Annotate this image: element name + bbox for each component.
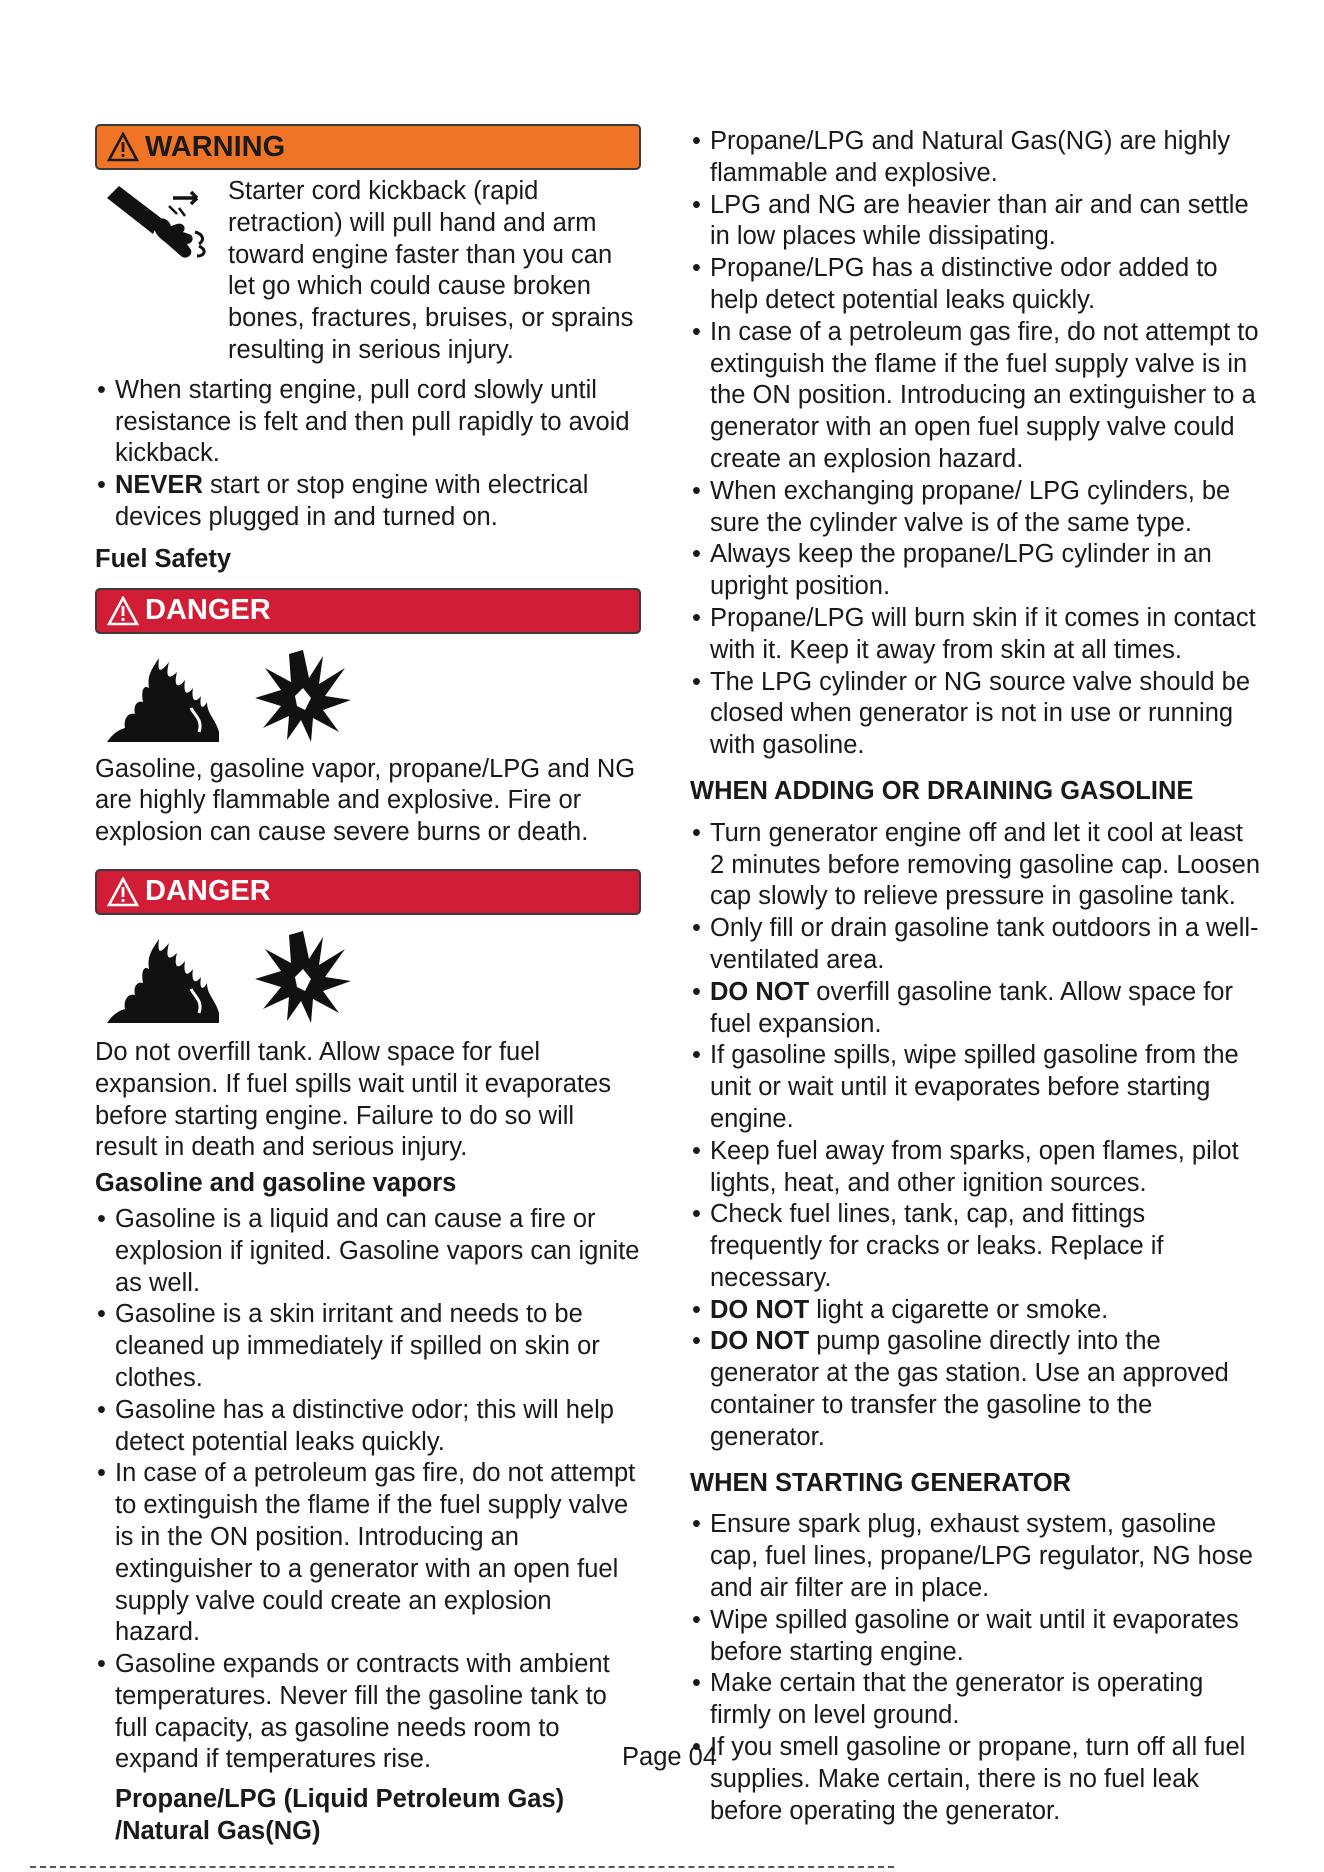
hazard-icons [95,634,641,744]
list-item: • DO NOT light a cigarette or smoke. [690,1295,1260,1327]
list-item: • Always keep the propane/LPG cylinder in an upright position. [690,539,1260,603]
explosion-icon [253,648,353,744]
warning-triangle-icon [107,877,139,907]
list-item: • If you smell gasoline or propane, turn off all fuel supplies. Make certain, there is no fuel leak before operating the generator. [690,1732,1260,1827]
explosion-icon [253,929,353,1025]
list-item: • Gasoline has a distinctive odor; this will help detect potential leaks quickly. [95,1395,641,1459]
propane-heading-line1: Propane/LPG (Liquid Petroleum Gas) [115,1785,565,1814]
adding-draining-list [690,818,1260,1454]
list-item: • DO NOT overfill gasoline tank. Allow space for fuel expansion. [690,977,1260,1041]
list-item: • The LPG cylinder or NG source valve should be closed when generator is not in use or running with gasoline. [690,667,1260,762]
warning-text: Starter cord kickback (rapid retraction) will pull hand and arm toward engine faster than you can let go which could cause broken bones, fractures, bruises, or sprains resulting in serious injury. [228,177,634,364]
danger-label: DANGER [145,875,271,908]
danger-label: DANGER [145,594,271,627]
warning-section [95,176,641,367]
warning-triangle-icon [107,132,139,162]
starting-heading: WHEN STARTING GENERATOR [690,1468,1072,1497]
list-item: • Gasoline expands or contracts with ambient temperatures. Never fill the gasoline tank to full capacity, as gasoline needs room to expand if temperatures rise. [95,1649,641,1776]
kickback-list [95,375,641,534]
adding-draining-heading: WHEN ADDING OR DRAINING GASOLINE [690,776,1194,805]
list-item: • Ensure spark plug, exhaust system, gasoline cap, fuel lines, propane/LPG regulator, NG hose and air filter are in place. [690,1509,1260,1604]
warning-banner [95,124,641,170]
kickback-hand-icon [99,176,224,296]
list-item: • Check fuel lines, tank, cap, and fittings frequently for cracks or leaks. Replace if necessary. [690,1199,1260,1294]
propane-list [690,126,1260,762]
fuel-safety-heading: Fuel Safety [95,544,232,573]
list-item: • When exchanging propane/ LPG cylinders, be sure the cylinder valve is of the same type. [690,476,1260,540]
page-number: Page 04 [622,1743,718,1771]
list-item: • When starting engine, pull cord slowly until resistance is felt and then pull rapidly to avoid kickback. [95,375,641,470]
list-item: • Only fill or drain gasoline tank outdoors in a well-ventilated area. [690,913,1260,977]
list-item: • In case of a petroleum gas fire, do not attempt to extinguish the flame if the fuel supply valve is in the ON position. Introducing an extinguisher to a generator with an open fuel supply valve could create an explosion hazard. [95,1458,641,1649]
danger-banner [95,588,641,634]
fire-icon [103,929,223,1025]
gasoline-vapors-heading: Gasoline and gasoline vapors [95,1169,457,1198]
list-item: • Propane/LPG and Natural Gas(NG) are highly flammable and explosive. [690,126,1260,190]
propane-heading-line2: /Natural Gas(NG) [115,1817,321,1846]
list-item: • Gasoline is a liquid and can cause a fire or explosion if ignited. Gasoline vapors can ignite as well. [95,1204,641,1299]
list-item: • Wipe spilled gasoline or wait until it evaporates before starting engine. [690,1605,1260,1669]
list-item: • NEVER start or stop engine with electrical devices plugged in and turned on. [95,470,641,534]
warning-label: WARNING [145,130,286,163]
list-item: • Propane/LPG will burn skin if it comes in contact with it. Keep it away from skin at all times. [690,603,1260,667]
list-item: • Turn generator engine off and let it cool at least 2 minutes before removing gasoline cap. Loosen cap slowly to relieve pressure in gasoline tank. [690,818,1260,913]
list-item: • DO NOT pump gasoline directly into the generator at the gas station. Use an approved container to transfer the gasoline to the generator. [690,1326,1260,1453]
propane-heading [95,1784,641,1848]
hazard-icons [95,915,641,1025]
warning-triangle-icon [107,596,139,626]
list-item: • Gasoline is a skin irritant and needs to be cleaned up immediately if spilled on skin or clothes. [95,1299,641,1394]
list-item: • Make certain that the generator is operating firmly on level ground. [690,1668,1260,1732]
list-item: • Keep fuel away from sparks, open flames, pilot lights, heat, and other ignition sources. [690,1136,1260,1200]
list-item: • LPG and NG are heavier than air and can settle in low places while dissipating. [690,190,1260,254]
right-column [690,126,1260,1827]
danger2-text: Do not overfill tank. Allow space for fuel expansion. If fuel spills wait until it evaporates before starting engine. Failure to do so will result in death and serious injury. [95,1037,611,1162]
fire-icon [103,648,223,744]
left-column [95,124,641,1848]
bottom-rule [30,1866,894,1868]
gasoline-vapors-list [95,1204,641,1776]
list-item: • In case of a petroleum gas fire, do not attempt to extinguish the flame if the fuel supply valve is in the ON position. Introducing an extinguisher to a generator with an open fuel supply valve could create an explosion hazard. [690,317,1260,476]
list-item: • If gasoline spills, wipe spilled gasoline from the unit or wait until it evaporates before starting engine. [690,1040,1260,1135]
list-item: • Propane/LPG has a distinctive odor added to help detect potential leaks quickly. [690,253,1260,317]
danger1-text: Gasoline, gasoline vapor, propane/LPG and NG are highly flammable and explosive. Fire or explosion can cause severe burns or death. [95,754,636,847]
danger-banner [95,869,641,915]
starting-list [690,1509,1260,1827]
